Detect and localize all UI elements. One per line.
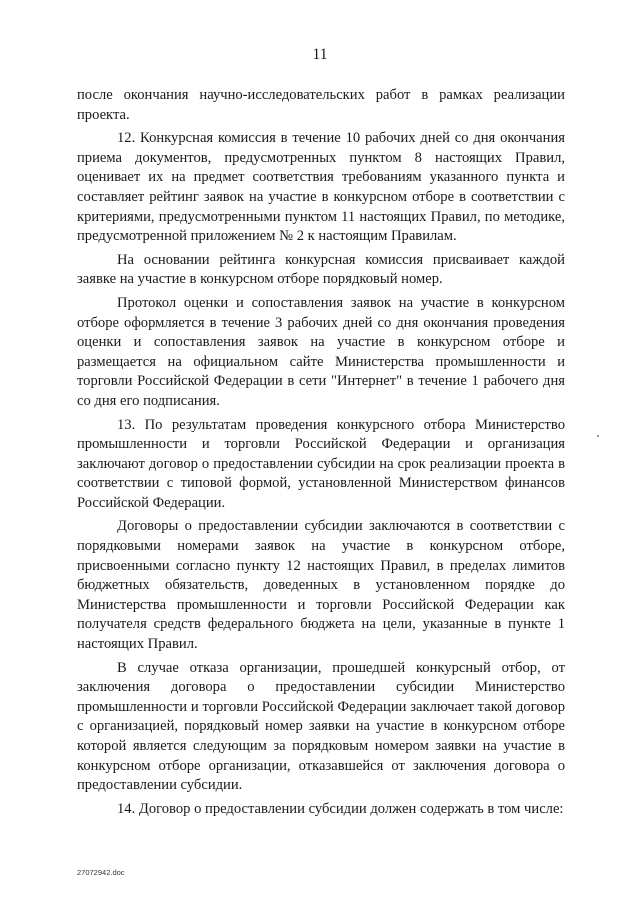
paragraph-protocol: Протокол оценки и сопоставления заявок на участие в конкурсном отборе оформляется в течение 3 рабочих дней со дня окончания проведения оценки и сопоставления заявок на участие в конкурсном отборе и размещается на официальном сайте Министерства промышленности и торговли Российской Федерации в сети "Интернет" в течение 1 рабочего дня со дня его подписания. xyxy=(77,294,565,409)
document-body xyxy=(77,86,565,823)
paragraph-continuation: после окончания научно-исследовательских работ в рамках реализации проекта. xyxy=(77,87,565,123)
footer-filename: 27072942.doc xyxy=(77,868,125,877)
page-number: 11 xyxy=(312,46,328,63)
paragraph-rating-numbering: На основании рейтинга конкурсная комиссия присваивает каждой заявке на участие в конкурсном отборе порядковый номер. xyxy=(77,251,565,288)
paragraph-refusal-case: В случае отказа организации, прошедшей конкурсный отбор, от заключения договора о предоставлении субсидии Министерство промышленности и торговли Российской Федерации заключает такой договор с организацией, порядковый номер заявки на участие в конкурсном отборе которой является следующим за порядковым номером заявки на участие в конкурсном отборе организации, отказавшейся от заключения договора о предоставлении субсидии. xyxy=(77,659,565,794)
paragraph-contracts-order: Договоры о предоставлении субсидии заключаются в соответствии с порядковыми номерами заявок на участие в конкурсном отборе, присвоенными согласно пункту 12 настоящих Правил, в пределах лимитов бюджетных обязательств, доведенных в установленном порядке до Министерства промышленности и торговли Российской Федерации как получателя средств федерального бюджета на цели, указанные в пункте 1 настоящих Правил. xyxy=(77,518,565,653)
paragraph-item-13: 13. По результатам проведения конкурсного отбора Министерство промышленности и торговли Российской Федерации и организация заключают договор о предоставлении субсидии на срок реализации проекта в соответствии с типовой формой, установленной Министерством финансов Российской Федерации. xyxy=(77,416,565,511)
scan-artifact-dot xyxy=(597,435,599,437)
paragraph-item-12: 12. Конкурсная комиссия в течение 10 рабочих дней со дня окончания приема документов, предусмотренных пунктом 8 настоящих Правил, оценивает их на предмет соответствия требованиям указанного пункта и составляет рейтинг заявок на участие в конкурсном отборе в соответствии с критериями, предусмотренными пунктом 11 настоящих Правил, по методике, предусмотренной приложением № 2 к настоящим Правилам. xyxy=(77,130,565,245)
paragraph-item-14: 14. Договор о предоставлении субсидии должен содержать в том числе: xyxy=(117,800,564,817)
